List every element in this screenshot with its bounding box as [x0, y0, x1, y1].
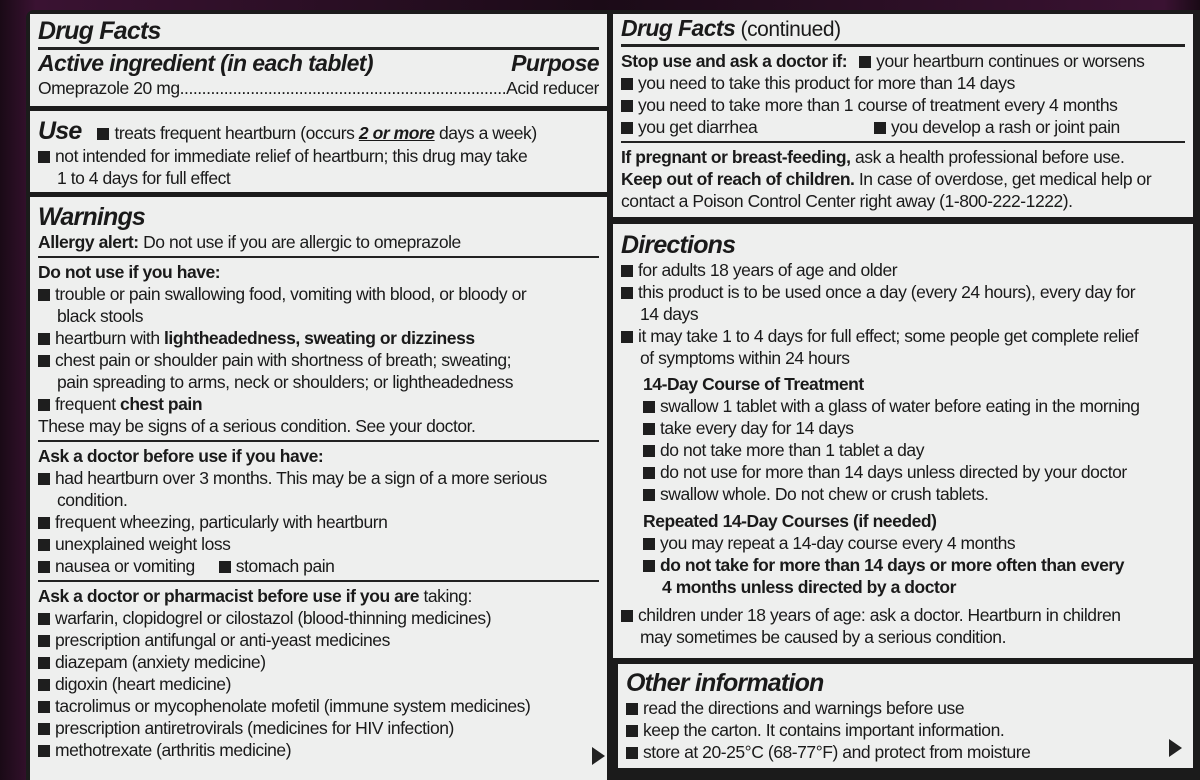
drug-facts-continued-title: Drug Facts — [621, 15, 736, 41]
poison-control-text: contact a Poison Control Center right away (1-800-222-1222). — [621, 191, 1073, 211]
use-text: not intended for immediate relief of heartburn; this drug may take — [55, 146, 528, 166]
directions-section — [613, 224, 1193, 658]
use-text: days a week) — [434, 123, 537, 143]
list-item-emphasis: chest pain — [120, 394, 203, 414]
list-item: may sometimes be caused by a serious condition. — [640, 627, 1006, 647]
bullet-icon — [38, 473, 50, 485]
active-ingredient-heading: Active ingredient (in each tablet) — [38, 50, 373, 76]
list-item: you need to take more than 1 course of treatment every 4 months — [638, 95, 1118, 115]
bullet-icon — [38, 635, 50, 647]
list-item: 14 days — [640, 304, 699, 324]
list-item: store at 20-25°C (68-77°F) and protect from moisture — [643, 742, 1031, 762]
list-item: for adults 18 years of age and older — [638, 260, 898, 280]
bullet-icon — [38, 151, 50, 163]
ask-pharmacist-heading-suffix: taking: — [419, 586, 472, 606]
divider — [38, 256, 599, 258]
warning-note: These may be signs of a serious condition. See your doctor. — [38, 416, 476, 436]
bullet-icon — [621, 610, 633, 622]
ask-doctor-heading: Ask a doctor before use if you have: — [38, 446, 324, 466]
list-item: prescription antifungal or anti-yeast medicines — [55, 630, 390, 650]
list-item: methotrexate (arthritis medicine) — [55, 740, 292, 760]
continue-arrow-icon — [592, 747, 605, 765]
list-item: do not take for more than 14 days or more often than every — [660, 555, 1125, 575]
bullet-icon — [643, 423, 655, 435]
list-item: take every day for 14 days — [660, 418, 854, 438]
bullet-icon — [621, 287, 633, 299]
bullet-icon — [38, 517, 50, 529]
list-item: do not use for more than 14 days unless directed by your doctor — [660, 462, 1127, 482]
list-item: swallow 1 tablet with a glass of water before eating in the morning — [660, 396, 1140, 416]
list-item: read the directions and warnings before use — [643, 698, 965, 718]
bullet-icon — [38, 355, 50, 367]
ask-pharmacist-heading: Ask a doctor or pharmacist before use if you are — [38, 586, 420, 606]
ingredient-name: Omeprazole 20 mg — [38, 78, 180, 98]
list-item: tacrolimus or mycophenolate mofetil (immune system medicines) — [55, 696, 531, 716]
bullet-icon — [38, 561, 50, 573]
active-ingredient-section — [30, 14, 607, 106]
list-item: you develop a rash or joint pain — [891, 117, 1120, 137]
list-item: you may repeat a 14-day course every 4 months — [660, 533, 1016, 553]
list-item: this product is to be used once a day (every 24 hours), every day for — [638, 282, 1136, 302]
stop-use-section — [613, 14, 1193, 217]
bullet-icon — [38, 723, 50, 735]
list-item-emphasis: lightheadedness, sweating or dizziness — [164, 328, 475, 348]
bullet-icon — [874, 122, 886, 134]
divider — [621, 141, 1185, 143]
pregnancy-label: If pregnant or breast-feeding, — [621, 147, 851, 167]
use-text: treats frequent heartburn (occurs — [114, 123, 359, 143]
list-item: had heartburn over 3 months. This may be a sign of a more serious — [55, 468, 547, 488]
use-heading: Use — [38, 117, 82, 145]
other-information-heading: Other information — [626, 669, 824, 697]
list-item: unexplained weight loss — [55, 534, 231, 554]
use-section — [30, 111, 607, 192]
bullet-icon — [621, 122, 633, 134]
bullet-icon — [621, 331, 633, 343]
list-item: nausea or vomiting — [55, 556, 195, 576]
divider — [621, 44, 1185, 47]
pregnancy-text: ask a health professional before use. — [850, 147, 1125, 167]
purpose-heading: Purpose — [511, 50, 599, 76]
list-item: diazepam (anxiety medicine) — [55, 652, 266, 672]
continued-label: (continued) — [735, 18, 841, 41]
list-item: do not take more than 1 tablet a day — [660, 440, 924, 460]
directions-heading: Directions — [621, 231, 736, 259]
course-heading: 14-Day Course of Treatment — [643, 374, 864, 394]
bullet-icon — [626, 703, 638, 715]
list-item: keep the carton. It contains important information. — [643, 720, 1005, 740]
list-item: heartburn with — [55, 328, 165, 348]
bullet-icon — [38, 613, 50, 625]
list-item: swallow whole. Do not chew or crush tablets. — [660, 484, 989, 504]
do-not-use-heading: Do not use if you have: — [38, 262, 221, 282]
divider — [38, 440, 599, 442]
list-item: trouble or pain swallowing food, vomiting with blood, or bloody or — [55, 284, 527, 304]
ingredient-purpose: Acid reducer — [506, 78, 599, 98]
bullet-icon — [643, 560, 655, 572]
list-item: chest pain or shoulder pain with shortness of breath; sweating; — [55, 350, 512, 370]
bullet-icon — [626, 747, 638, 759]
keep-away-text: In case of overdose, get medical help or — [854, 169, 1152, 189]
stop-use-heading: Stop use and ask a doctor if: — [621, 51, 848, 71]
bullet-icon — [38, 399, 50, 411]
bullet-icon — [97, 128, 109, 140]
bullet-icon — [38, 333, 50, 345]
list-item: it may take 1 to 4 days for full effect; some people get complete relief — [638, 326, 1139, 346]
use-emphasis: 2 or more — [358, 123, 435, 143]
list-item: frequent wheezing, particularly with heartburn — [55, 512, 388, 532]
leader-dots: .......................................................................... — [179, 78, 507, 98]
bullet-icon — [219, 561, 231, 573]
bullet-icon — [859, 56, 871, 68]
bullet-icon — [643, 489, 655, 501]
list-item: you get diarrhea — [638, 117, 758, 137]
bullet-icon — [38, 701, 50, 713]
bullet-icon — [626, 725, 638, 737]
list-item: warfarin, clopidogrel or cilostazol (blood-thinning medicines) — [55, 608, 492, 628]
list-item: condition. — [57, 490, 128, 510]
list-item: black stools — [57, 306, 144, 326]
drug-facts-title: Drug Facts — [38, 17, 161, 45]
bullet-icon — [38, 657, 50, 669]
bullet-icon — [621, 100, 633, 112]
bullet-icon — [38, 289, 50, 301]
list-item: your heartburn continues or worsens — [876, 51, 1145, 71]
bullet-icon — [38, 539, 50, 551]
other-information-section — [618, 664, 1193, 768]
list-item: of symptoms within 24 hours — [640, 348, 850, 368]
bullet-icon — [621, 78, 633, 90]
allergy-text: Do not use if you are allergic to omeprazole — [138, 232, 461, 252]
bullet-icon — [643, 538, 655, 550]
list-item: stomach pain — [235, 556, 335, 576]
list-item: frequent — [55, 394, 121, 414]
list-item: prescription antiretrovirals (medicines for HIV infection) — [55, 718, 454, 738]
repeat-heading: Repeated 14-Day Courses (if needed) — [643, 511, 937, 531]
list-item: 4 months unless directed by a doctor — [662, 577, 957, 597]
bullet-icon — [621, 265, 633, 277]
allergy-label: Allergy alert: — [38, 232, 139, 252]
list-item: pain spreading to arms, neck or shoulders; or lightheadedness — [57, 372, 514, 392]
warnings-section — [30, 197, 607, 780]
list-item: you need to take this product for more than 14 days — [638, 73, 1015, 93]
list-item: children under 18 years of age: ask a doctor. Heartburn in children — [638, 605, 1121, 625]
bullet-icon — [643, 445, 655, 457]
use-text: 1 to 4 days for full effect — [57, 168, 231, 188]
continue-arrow-icon — [1169, 739, 1182, 757]
divider — [38, 580, 599, 582]
warnings-heading: Warnings — [38, 203, 146, 231]
bullet-icon — [38, 745, 50, 757]
keep-away-label: Keep out of reach of children. — [621, 169, 855, 189]
bullet-icon — [643, 401, 655, 413]
list-item: digoxin (heart medicine) — [55, 674, 231, 694]
bullet-icon — [643, 467, 655, 479]
bullet-icon — [38, 679, 50, 691]
